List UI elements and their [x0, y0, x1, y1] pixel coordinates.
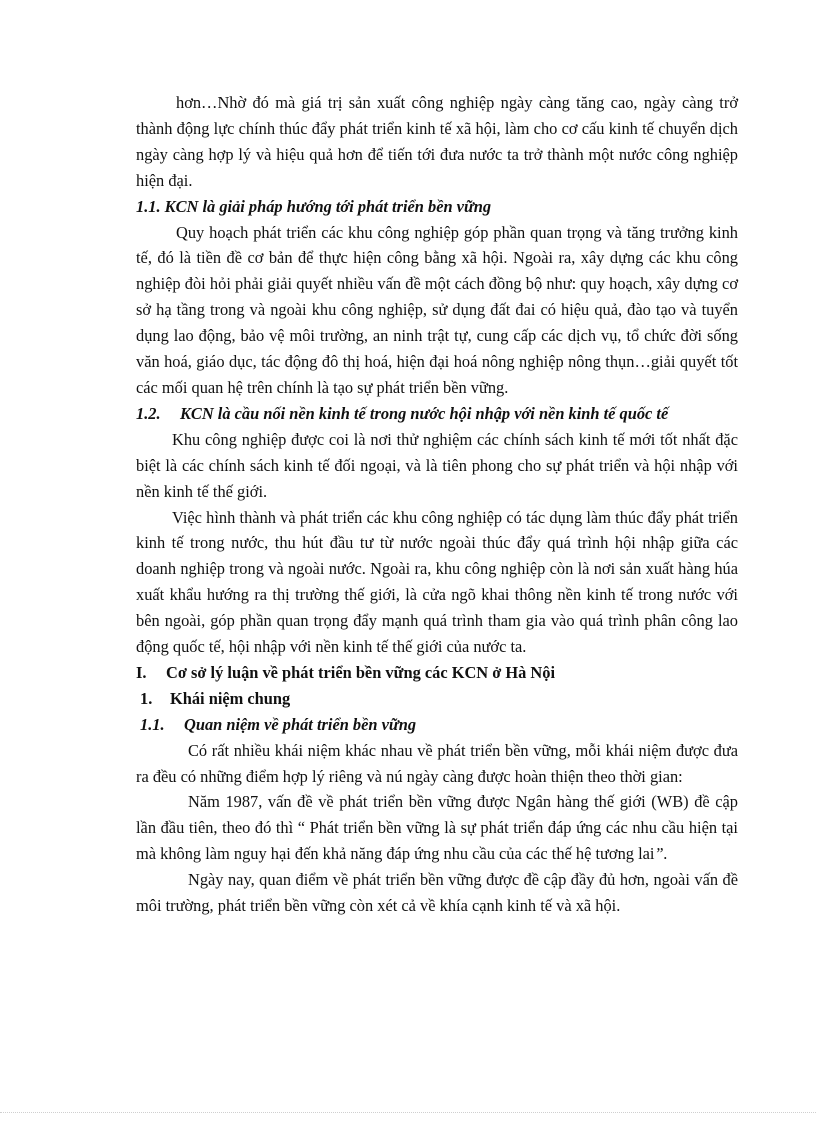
section-1-2-title: KCN là cầu nối nền kinh tế trong nước hội nhập với nền kinh tế quốc tế — [180, 403, 669, 423]
section-1-1-heading: 1.1. KCN là giải pháp hướng tới phát triển bền vững — [136, 196, 492, 216]
section-1-2-heading — [136, 401, 738, 427]
part-i-heading — [136, 660, 738, 686]
section-1-1b-paragraph-2-tail: ”. — [654, 844, 668, 864]
intro-paragraph: hơn…Nhờ đó mà giá trị sản xuất công nghiệp ngày càng tăng cao, ngày càng trở thành động lực chính thúc đẩy phát triển kinh tế xã hội, làm cho cơ cấu kinh tế chuyển dịch ngày càng hợp lý và hiệu quả hơn để tiến tới đưa nước ta trở thành một nước công nghiệp hiện đại. — [136, 93, 738, 190]
section-1-1b-heading — [136, 712, 738, 738]
section-1-2-number: 1.2. — [136, 403, 161, 423]
part-i-number: I. — [136, 662, 147, 682]
section-1-1b-paragraph-2-lead: Năm 1987, vấn đề về phát triển bền vững được Ngân hàng thế giới (WB) đề cập lần đầu tiên, theo đó thì “ Phát triển bền vững là sự phát triển đáp ứng các nhu cầu hiện tại mà không làm nguy hại đến khả năng đáp ứng nhu cầu của các thế hệ tương lai — [136, 792, 738, 864]
section-1-1b-title: Quan niệm về phát triển bền vững — [184, 714, 417, 734]
section-1-1b-paragraph-2 — [136, 789, 738, 867]
document-page — [136, 90, 738, 919]
section-1-2-paragraph-1: Khu công nghiệp được coi là nơi thử nghiệm các chính sách kinh tế mới tốt nhất đặc biệt là các chính sách kinh tế đối ngoại, và là tiên phong cho sự phát triển và hội nhập với nền kinh tế thế giới. — [136, 429, 738, 501]
section-1-title: Khái niệm chung — [170, 688, 291, 708]
section-1-2-paragraph-2: Việc hình thành và phát triển các khu công nghiệp có tác dụng làm thúc đẩy phát triển kinh tế trong nước, thu hút đầu tư từ nước ngoài thúc đẩy quá trình hội nhập giữa các doanh nghiệp trong và ngoài nước. Ngoài ra, khu công nghiệp còn là nơi sản xuất hàng húa xuất khẩu hướng ra thị trường thế giới, là cửa ngõ khai thông nền kinh tế trong nước với bên ngoài, góp phần quan trọng đẩy mạnh quá trình tham gia vào quá trình phân công lao động quốc tế, hội nhập với nền kinh tế thế giới của nước ta. — [136, 507, 738, 657]
section-1-1-paragraph: Quy hoạch phát triển các khu công nghiệp góp phần quan trọng và tăng trưởng kinh tế, đó là tiền đề cơ bản để thực hiện công bằng xã hội. Ngoài ra, xây dựng các khu công nghiệp đòi hỏi phải giải quyết nhiều vấn đề một cách đồng bộ như: quy hoạch, xây dựng cơ sở hạ tầng trong và ngoài khu công nghiệp, sử dụng đất đai có hiệu quả, đào tạo và tuyển dụng lao động, bảo vệ môi trường, an ninh trật tự, cung cấp các dịch vụ, tổ chức đời sống văn hoá, giáo dục, tác động đô thị hoá, hiện đại hoá nông nghiệp nông thụn…giải quyết tốt các mối quan hệ trên chính là tạo sự phát triển bền vững. — [136, 222, 738, 397]
page-bottom-rule — [0, 1112, 816, 1113]
part-i-title: Cơ sở lý luận về phát triển bền vững các KCN ở Hà Nội — [166, 662, 556, 682]
section-1-1b-paragraph-3: Ngày nay, quan điểm về phát triển bền vững được đề cập đầy đủ hơn, ngoài vấn đề môi trường, phát triển bền vững còn xét cả về khía cạnh kinh tế và xã hội. — [136, 870, 738, 916]
section-1-number: 1. — [140, 688, 153, 708]
section-1-1b-number: 1.1. — [140, 714, 165, 734]
section-1-heading — [136, 686, 738, 712]
section-1-1b-paragraph-1: Có rất nhiều khái niệm khác nhau về phát triển bền vững, mỗi khái niệm được đưa ra đều có những điểm hợp lý riêng và nú ngày càng được hoàn thiện theo thời gian: — [136, 740, 738, 786]
